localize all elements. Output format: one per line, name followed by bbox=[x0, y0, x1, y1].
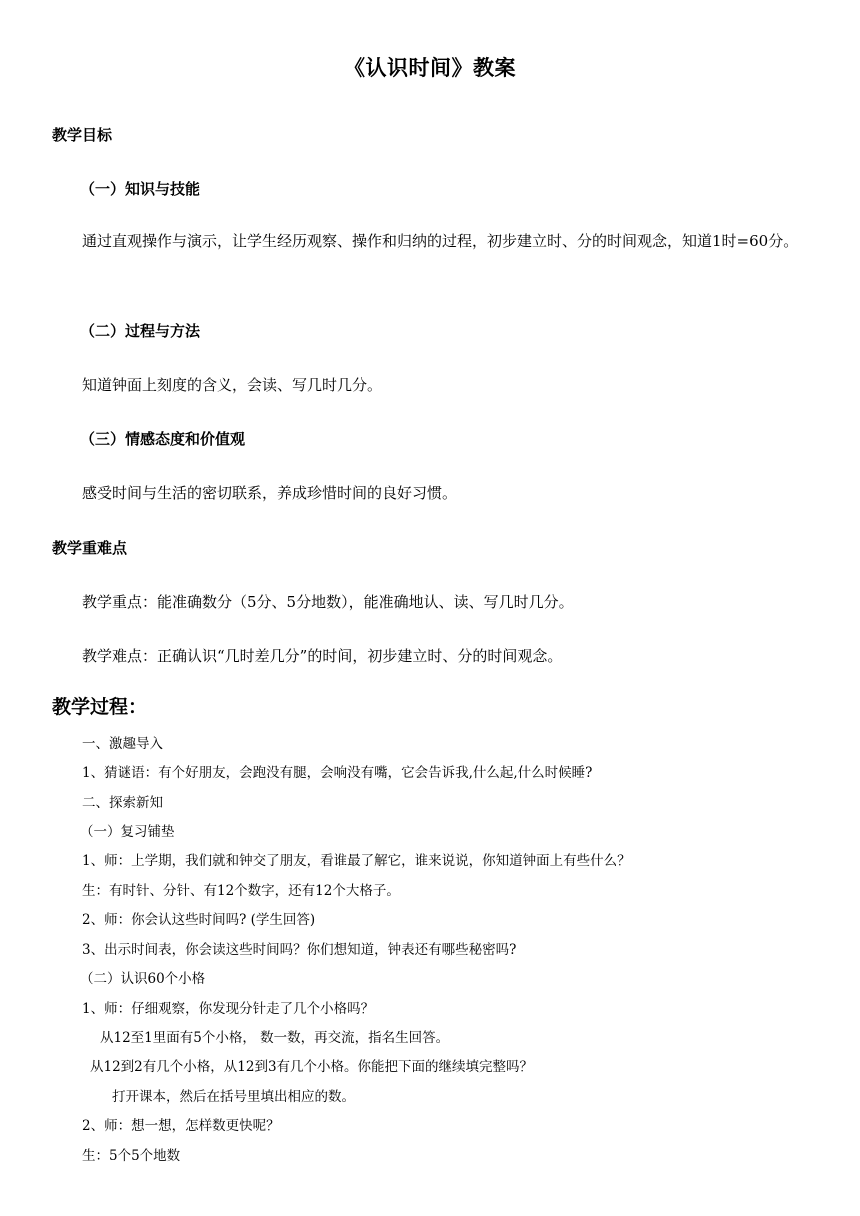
knowledge-skills-text: 通过直观操作与演示，让学生经历观察、操作和归纳的过程，初步建立时、分的时间观念，知道1时=60分。 bbox=[82, 232, 799, 250]
key-point-text: 教学重点：能准确数分（5分、5分地数），能准确地认、读、写几时几分。 bbox=[82, 593, 574, 611]
teaching-process-heading: 教学过程： bbox=[52, 696, 148, 718]
process-line: 从12到2有几个小格，从12到3有几个小格。你能把下面的继续填完整吗？ bbox=[90, 1059, 534, 1075]
process-line: 3、出示时间表，你会读这些时间吗？你们想知道，钟表还有哪些秘密吗? bbox=[82, 942, 517, 958]
process-line: 1、师：仔细观察，你发现分针走了几个小格吗？ bbox=[82, 1001, 375, 1017]
process-line: 1、师：上学期，我们就和钟交了朋友，看谁最了解它，谁来说说，你知道钟面上有些什么？ bbox=[82, 853, 631, 869]
process-line: 2、师：你会认这些时间吗? (学生回答) bbox=[82, 912, 316, 928]
process-line: 1、猜谜语：有个好朋友，会跑没有腿，会响没有嘴，它会告诉我,什么起,什么时候睡? bbox=[82, 765, 593, 781]
difficult-point-text: 教学难点：正确认识“几时差几分”的时间，初步建立时、分的时间观念。 bbox=[82, 647, 563, 665]
process-method-text: 知道钟面上刻度的含义，会读、写几时几分。 bbox=[82, 376, 383, 394]
emotion-values-text: 感受时间与生活的密切联系，养成珍惜时间的良好习惯。 bbox=[82, 484, 458, 502]
process-line: 生：有时针、分针、有12个数字，还有12个大格子。 bbox=[82, 883, 400, 899]
process-line: （一）复习铺垫 bbox=[80, 824, 175, 840]
key-difficult-heading: 教学重难点 bbox=[52, 539, 128, 557]
emotion-values-heading: （三）情感态度和价值观 bbox=[80, 430, 246, 448]
goals-heading: 教学目标 bbox=[52, 126, 113, 144]
process-line: 生：5个5个地数 bbox=[82, 1148, 181, 1164]
document-title: 《认识时间》教案 bbox=[344, 56, 516, 80]
process-method-heading: （二）过程与方法 bbox=[80, 322, 201, 340]
knowledge-skills-heading: （一）知识与技能 bbox=[80, 180, 201, 198]
process-line: 一、激趣导入 bbox=[82, 736, 163, 752]
process-line: 打开课本，然后在括号里填出相应的数。 bbox=[112, 1089, 355, 1105]
process-line: （二）认识60个小格 bbox=[80, 971, 206, 987]
process-line: 2、师：想一想，怎样数更快呢？ bbox=[82, 1118, 280, 1134]
process-line: 二、探索新知 bbox=[82, 795, 163, 811]
process-line: 从12至1里面有5个小格， 数一数，再交流，指名生回答。 bbox=[100, 1030, 450, 1046]
